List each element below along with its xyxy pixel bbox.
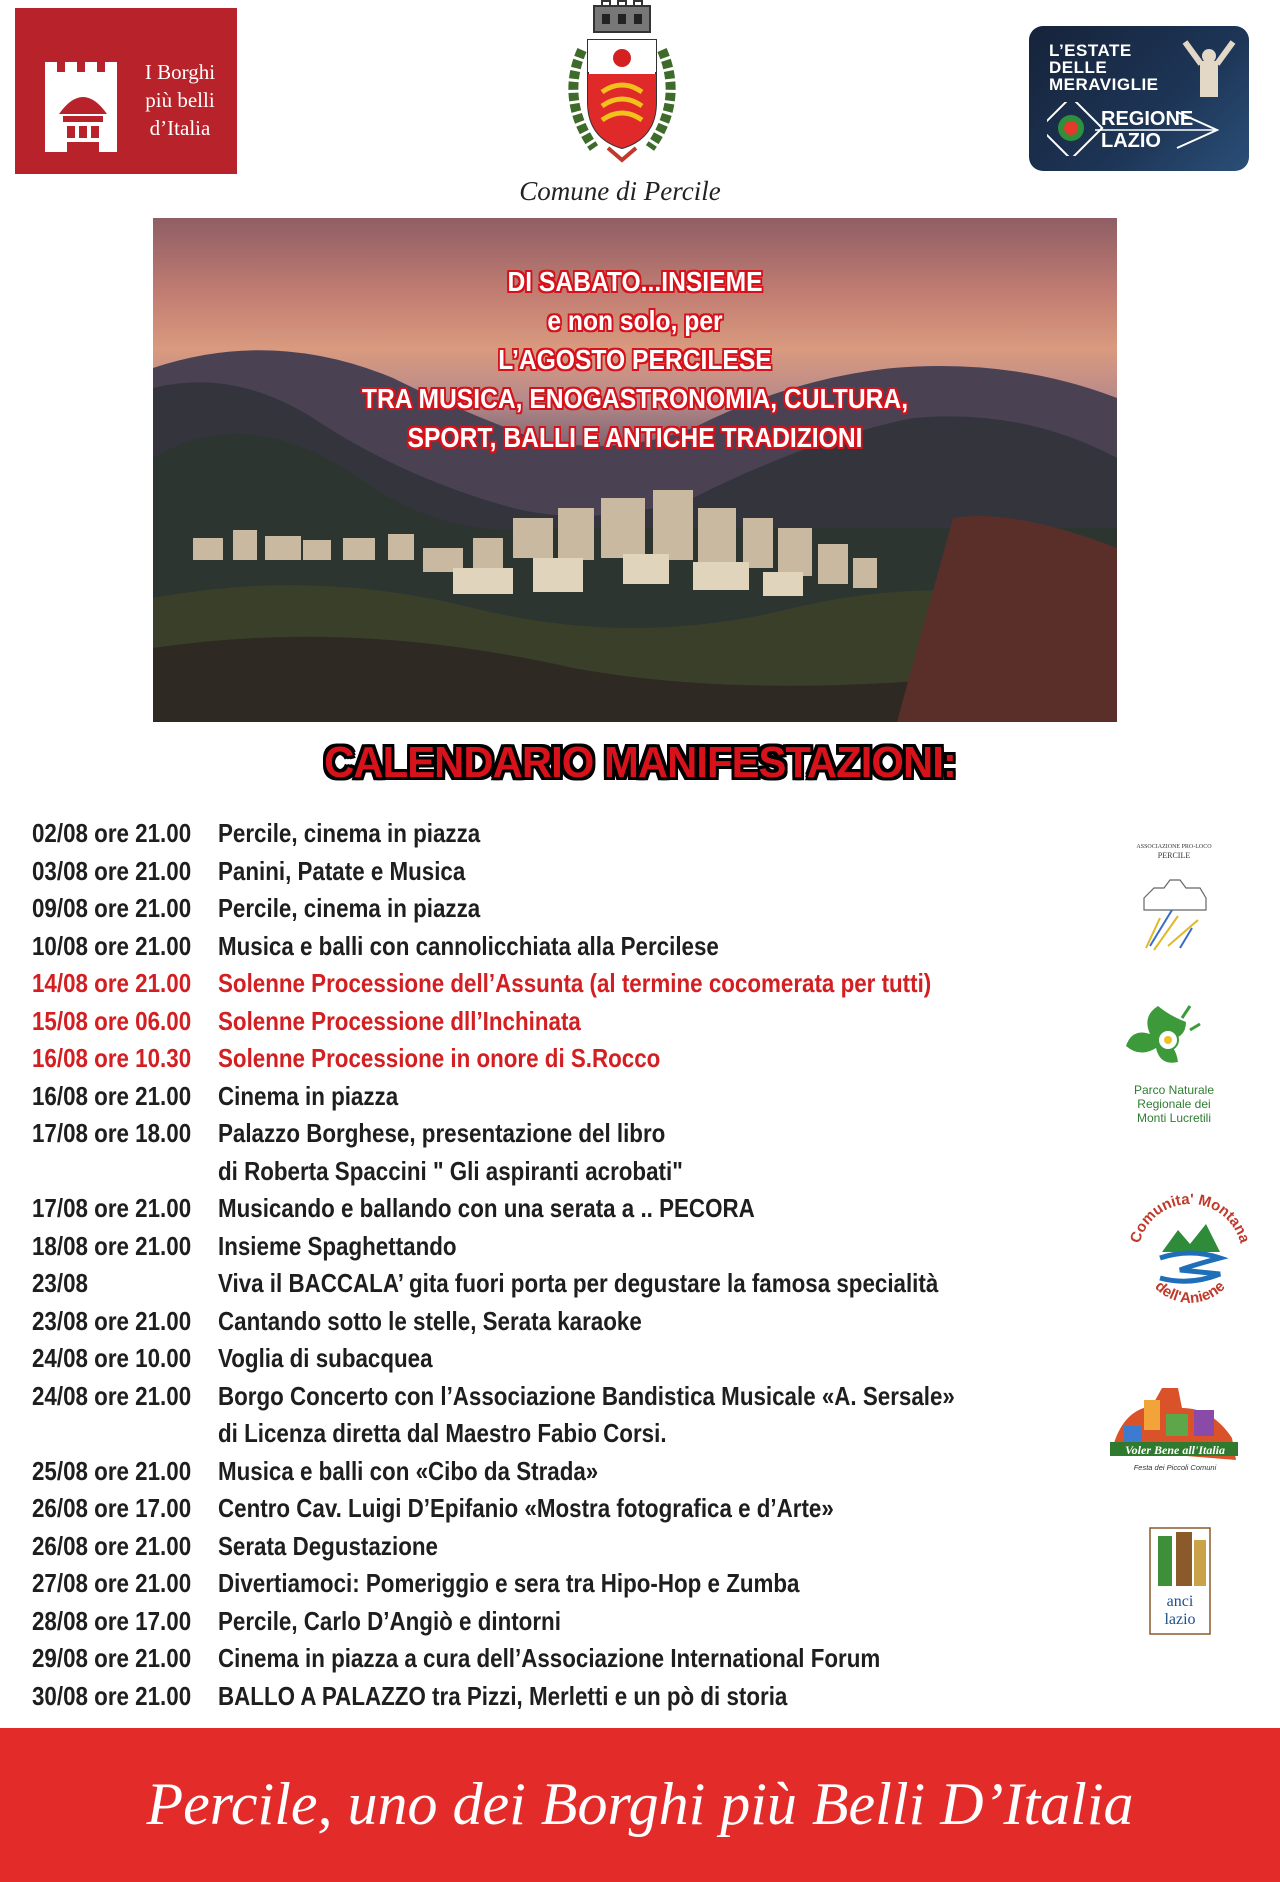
event-description: Insieme Spaghettando — [218, 1230, 457, 1261]
event-description: Solenne Processione dll’Inchinata — [218, 1005, 581, 1036]
proloco-logo — [1124, 838, 1224, 958]
event-list — [32, 818, 1092, 1718]
event-description: Centro Cav. Luigi D’Epifanio «Mostra fotografica e d’Arte» — [218, 1493, 834, 1523]
voler-bene-logo — [1104, 1370, 1246, 1482]
comune-name: Comune di Percile — [519, 176, 721, 206]
event-row — [32, 856, 1092, 894]
event-description: Solenne Processione dell’Assunta (al termine cocomerata per tutti) — [218, 968, 932, 998]
hero-line-3: L’AGOSTO PERCILESE — [498, 344, 772, 375]
event-row — [32, 1643, 1092, 1681]
event-row — [32, 1418, 1092, 1456]
parco-logo — [1118, 1000, 1230, 1128]
event-row — [32, 1568, 1092, 1606]
event-date: 23/08 ore 21.00 — [32, 1305, 192, 1336]
event-date: 09/08 ore 21.00 — [32, 893, 192, 923]
anci-line-1: anci — [1166, 1593, 1194, 1610]
coat-of-arms-icon — [552, 0, 692, 172]
footer-slogan: Percile, uno dei Borghi più Belli D’Italia — [146, 1771, 1134, 1837]
lazio-line-3: MERAVIGLIE — [1049, 75, 1159, 94]
event-row — [32, 1681, 1092, 1719]
borghi-line-3: d’Italia — [149, 116, 211, 140]
event-date: 15/08 ore 06.00 — [32, 1005, 192, 1036]
event-date: 03/08 ore 21.00 — [32, 855, 192, 886]
event-row — [32, 1156, 1092, 1194]
parco-line-1: Parco Naturale — [1133, 1083, 1215, 1097]
footer-band — [0, 1728, 1280, 1882]
event-description: Percile, Carlo D’Angiò e dintorni — [218, 1605, 561, 1636]
event-date: 28/08 ore 17.00 — [32, 1605, 192, 1636]
event-row — [32, 1456, 1092, 1494]
event-description: di Licenza diretta dal Maestro Fabio Corsi. — [218, 1418, 667, 1448]
event-date: 16/08 ore 10.30 — [32, 1043, 192, 1073]
event-description: BALLO A PALAZZO tra Pizzi, Merletti e un pò di storia — [218, 1680, 788, 1711]
event-date: 10/08 ore 21.00 — [32, 930, 192, 961]
event-row — [32, 893, 1092, 931]
event-date: 29/08 ore 21.00 — [32, 1643, 192, 1673]
event-description: Percile, cinema in piazza — [218, 893, 481, 923]
event-row — [32, 1268, 1092, 1306]
comunita-top-text: Comunita' Montana — [1126, 1190, 1254, 1246]
event-row — [32, 1043, 1092, 1081]
event-row — [32, 931, 1092, 969]
event-row — [32, 1006, 1092, 1044]
anci-lazio-logo — [1148, 1526, 1212, 1636]
event-row — [32, 1381, 1092, 1419]
svg-text:Comunita' Montana — [1127, 1191, 1253, 1246]
event-description: Solenne Processione in onore di S.Rocco — [218, 1043, 661, 1073]
event-date: 30/08 ore 21.00 — [32, 1680, 192, 1711]
hero-line-5: SPORT, BALLI E ANTICHE TRADIZIONI — [407, 422, 863, 453]
event-date: 27/08 ore 21.00 — [32, 1568, 192, 1598]
lazio-line-1: L’ESTATE — [1049, 41, 1132, 60]
event-description: Cinema in piazza a cura dell’Associazione International Forum — [218, 1643, 881, 1673]
event-description: Viva il BACCALA’ gita fuori porta per degustare la famosa specialità — [218, 1268, 939, 1298]
event-date: 18/08 ore 21.00 — [32, 1230, 192, 1261]
borghi-line-1: I Borghi — [144, 60, 216, 84]
event-description: Cantando sotto le stelle, Serata karaoke — [218, 1305, 642, 1336]
event-row — [32, 1193, 1092, 1231]
volerbene-line-2: Festa dei Piccoli Comuni — [1133, 1463, 1217, 1472]
proloco-line-2: PERCILE — [1157, 851, 1191, 860]
event-row — [32, 1493, 1092, 1531]
event-date: 26/08 ore 17.00 — [32, 1493, 192, 1523]
event-row — [32, 818, 1092, 856]
event-row — [32, 1118, 1092, 1156]
hero-line-4: TRA MUSICA, ENOGASTRONOMIA, CULTURA, — [361, 383, 909, 414]
anci-line-2: lazio — [1164, 1611, 1196, 1628]
event-description: Voglia di subacquea — [218, 1343, 433, 1373]
event-date: 02/08 ore 21.00 — [32, 818, 192, 848]
event-date: 25/08 ore 21.00 — [32, 1455, 192, 1486]
event-description: Percile, cinema in piazza — [218, 818, 481, 848]
event-row — [32, 1343, 1092, 1381]
event-description: Cinema in piazza — [218, 1080, 399, 1111]
event-date: 23/08 — [32, 1268, 88, 1298]
parco-line-2: Regionale dei — [1137, 1097, 1211, 1111]
lazio-region-2: LAZIO — [1101, 130, 1161, 152]
hero-line-1: DI SABATO...INSIEME — [507, 266, 763, 297]
parco-line-3: Monti Lucretili — [1136, 1111, 1212, 1125]
event-description: Musica e balli con cannolicchiata alla Percilese — [218, 930, 719, 961]
event-date: 24/08 ore 10.00 — [32, 1343, 192, 1373]
event-description: Borgo Concerto con l’Associazione Bandistica Musicale «A. Sersale» — [218, 1380, 955, 1411]
castle-icon — [41, 54, 125, 152]
regione-lazio-logo — [1029, 26, 1249, 171]
event-row — [32, 1531, 1092, 1569]
event-date: 17/08 ore 18.00 — [32, 1118, 192, 1148]
event-date: 24/08 ore 21.00 — [32, 1380, 192, 1411]
event-row — [32, 1081, 1092, 1119]
hero-image — [153, 218, 1117, 722]
comunita-montana-logo — [1124, 1178, 1256, 1314]
event-description: Musicando e ballando con una serata a .. PECORA — [218, 1193, 755, 1223]
hero-line-2: e non solo, per — [547, 305, 723, 336]
event-row — [32, 1306, 1092, 1344]
calendar-title: CALENDARIO MANIFESTAZIONI: — [324, 738, 956, 787]
borghi-logo — [15, 8, 237, 174]
event-description: di Roberta Spaccini " Gli aspiranti acrobati" — [218, 1155, 683, 1186]
event-row — [32, 1231, 1092, 1269]
event-row — [32, 968, 1092, 1006]
event-row — [32, 1606, 1092, 1644]
event-description: Divertiamoci: Pomeriggio e sera tra Hipo-Hop e Zumba — [218, 1568, 800, 1598]
event-description: Musica e balli con «Cibo da Strada» — [218, 1455, 599, 1486]
comunita-bottom-text: dell'Aniene — [1151, 1277, 1229, 1308]
event-description: Panini, Patate e Musica — [218, 855, 466, 886]
proloco-line-1: ASSOCIAZIONE PRO-LOCO — [1136, 844, 1212, 850]
event-date: 16/08 ore 21.00 — [32, 1080, 192, 1111]
event-date: 14/08 ore 21.00 — [32, 968, 192, 998]
volerbene-line-1: Voler Bene all'Italia — [1124, 1443, 1226, 1457]
lazio-line-2: DELLE — [1049, 58, 1108, 77]
event-date: 26/08 ore 21.00 — [32, 1530, 192, 1561]
event-description: Palazzo Borghese, presentazione del libro — [218, 1118, 666, 1148]
event-description: Serata Degustazione — [218, 1530, 438, 1561]
lazio-region-1: REGIONE — [1101, 108, 1194, 130]
event-date: 17/08 ore 21.00 — [32, 1193, 192, 1223]
borghi-line-2: più belli — [145, 88, 215, 112]
